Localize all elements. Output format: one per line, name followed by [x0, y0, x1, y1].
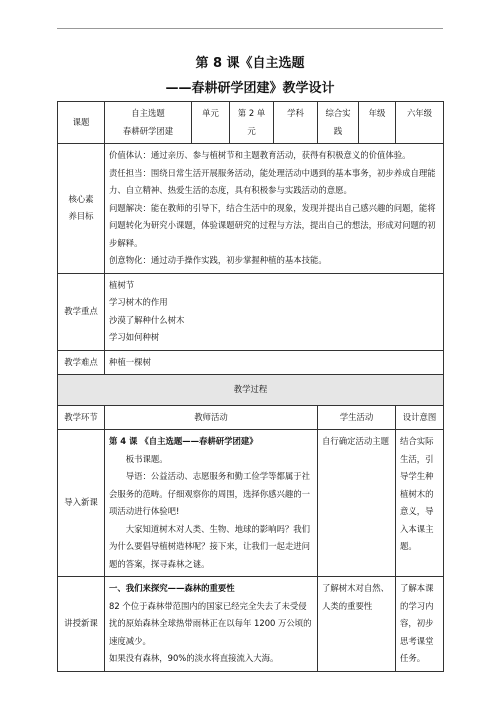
- difficulty-row: [58, 350, 444, 375]
- teacher-activity-intro: [105, 430, 318, 577]
- focus-item: 沙漠了解种什么树木: [109, 314, 185, 325]
- grade-value: 六年级: [396, 102, 444, 144]
- process-header: 教学过程: [58, 375, 444, 406]
- process-row-intro: [58, 430, 444, 577]
- info-row: [58, 102, 444, 144]
- teacher-paragraph: 导语：公益活动、志愿服务和勤工俭学等都属于社会服务的范畴。仔细观察你的周围，选择你感兴趣的一项活动进行体验吧!: [109, 471, 311, 516]
- focus-label: 教学重点: [58, 273, 105, 350]
- design-intent-lecture: 了解本课的学习内容，初步思考课堂任务。: [396, 577, 444, 672]
- col-teacher: 教师活动: [105, 405, 318, 430]
- unit-label: 单元: [192, 102, 230, 144]
- course-value: 综合实践: [318, 102, 359, 144]
- lesson-plan-table: [57, 101, 444, 672]
- core-goal-item: 责任担当：围绕日常生活开展服务活动，能处理活动中遇到的基本事务，初步养成自理能力、自立精神、热爱生活的态度，具有积极参与实践活动的意愿。: [109, 167, 436, 195]
- subject-value-line1: 自主选题: [131, 108, 165, 118]
- teacher-paragraph: 82 个位于森林带范围内的国家已经完全失去了未受侵扰的原始森林全球热带雨林正在以每年 1200 万公顷的速度减少。: [109, 600, 312, 646]
- grade-label: 年级: [359, 102, 396, 144]
- course-label: 学科: [274, 102, 318, 144]
- focus-item: 学习如何种树: [109, 332, 160, 342]
- focus-item: 学习树木的作用: [109, 297, 168, 307]
- doc-title-line2: ——春耕研学团建》教学设计: [165, 81, 335, 96]
- stage-intro: 导入新课: [58, 430, 105, 577]
- focus-item: 植树节: [109, 279, 135, 290]
- subject-value: [105, 102, 192, 144]
- difficulty-value: 种植一棵树: [105, 350, 444, 375]
- doc-title-line1: 第 8 课《自主选题: [195, 56, 305, 71]
- student-activity-intro: 自行确定活动主题: [318, 430, 396, 577]
- process-columns-row: [58, 405, 444, 430]
- process-row-lecture: [58, 577, 444, 672]
- design-intent-intro: 结合实际生活，引导学生种植树木的意义，导入本课主题。: [396, 430, 444, 577]
- core-goals-content: [105, 144, 444, 274]
- subject-label: 课题: [58, 102, 105, 144]
- difficulty-label: 教学难点: [58, 350, 105, 375]
- teacher-activity-lecture: [105, 577, 318, 672]
- stage-lecture: 讲授新课: [58, 577, 105, 672]
- teacher-paragraph: 如果没有森林，90%的淡水将直接流入大海。: [109, 653, 279, 663]
- teacher-heading: 第 4 课 《自主选题——春耕研学团建》: [109, 436, 258, 446]
- col-stage: 教学环节: [58, 405, 105, 430]
- focus-content: [105, 273, 444, 350]
- process-header-row: [58, 375, 444, 406]
- core-goal-item: 价值体认：通过亲历、参与植树节和主题教育活动，获得有积极意义的价值体验。: [109, 150, 411, 160]
- core-goals-row: [58, 144, 444, 274]
- core-goals-label: 核心素 养目标: [58, 144, 105, 274]
- unit-value: 第 2 单元: [230, 102, 274, 144]
- core-goal-item: 问题解决：能在教师的引导下，结合生活中的现象，发现并提出自己感兴趣的问题，能将问题转化为研究小课题，体验课题研究的过程与方法，提出自己的想法，形成对问题的初步解释。: [109, 202, 436, 248]
- core-goal-item: 创意物化：通过动手操作实践，初步掌握种植的基本技能。: [109, 255, 327, 265]
- teacher-paragraph: 大家知道树木对人类、生物、地球的影响吗？我们为什么要倡导植树造林呢？接下来，让我们一起走进问题的答案，探寻森林之谜。: [109, 523, 311, 569]
- col-intent: 设计意图: [396, 405, 444, 430]
- header-rule: [57, 28, 443, 29]
- subject-value-line2: 春耕研学团建: [122, 125, 174, 136]
- student-activity-lecture: 了解树木对自然、人类的重要性: [318, 577, 396, 672]
- teacher-paragraph: 板书课题。: [125, 453, 168, 464]
- teacher-heading: 一、我们来探究——森林的重要性: [109, 583, 235, 593]
- focus-row: [58, 273, 444, 350]
- col-student: 学生活动: [318, 405, 396, 430]
